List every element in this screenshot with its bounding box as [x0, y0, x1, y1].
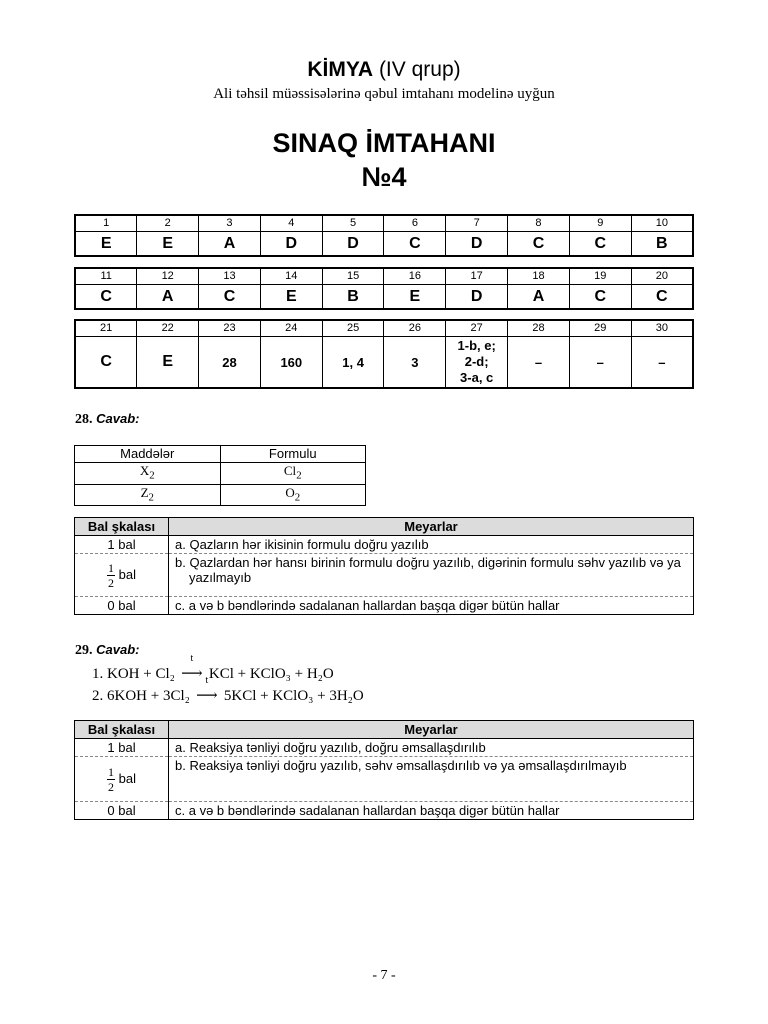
equation-2: 2. 6KOH + 3Cl₂ t ⟶ 5KCl + KClO₃ + 3H₂O — [92, 685, 364, 707]
subtitle: Ali təhsil müəssisələrinə qəbul imtahanı modelinə uyğun — [213, 86, 555, 102]
substances-table: Maddələr Formulu $X_2$ $Cl_2$ $Z_2$ $O_2$ — [74, 445, 366, 506]
page-header — [0, 58, 768, 103]
answer-key-table-2: 11 12 13 14 15 16 17 18 19 20 C A C E B E D A C C — [74, 267, 694, 310]
equation-1: 1. KOH + Cl₂ t ⟶ KCl + KClO₃ + H₂O — [92, 663, 364, 685]
fraction-half: $\frac{1}{2}$ — [108, 764, 114, 794]
answer-key-table-1: 1 2 3 4 5 6 7 8 9 10 E E A D D C D C C B — [74, 214, 694, 257]
question-29-label: 29. Cavab: — [75, 642, 140, 658]
exam-number: №4 — [361, 162, 407, 192]
answer-key-table-3: 21 22 23 24 25 26 27 28 29 30 C E 28 160 1, 4 3 1-b, e; 2-d; 3-a, c – – – — [74, 319, 694, 389]
criteria-table-28: Bal şkalası Meyarlar 1 bal a. Qazların hər ikisinin formulu doğru yazılıb $\frac{1}{2}$ bal b. Qazlardan hər hansı birinin formulu doğru yazılıb, digərinin formulu səhv yazılıb və ya yazılmayıb 0 bal c. a və b bəndlərində sadalanan hallardan başqa digər bütün hallar — [74, 517, 694, 615]
question-28-label: 28. Cavab: — [75, 411, 140, 427]
fraction-half: $\frac{1}{2}$ — [108, 560, 114, 590]
subject-title: KİMYA (IV qrup) — [307, 58, 461, 81]
arrow-icon: t ⟶ — [196, 675, 218, 704]
arrow-icon: t ⟶ — [181, 653, 203, 682]
criteria-table-29: Bal şkalası Meyarlar 1 bal a. Reaksiya tənliyi doğru yazılıb, doğru əmsallaşdırılıb $\frac{1}{2}$ bal b. Reaksiya tənliyi doğru yazılıb, səhv əmsallaşdırılıb və ya əmsallaşdırılmayıb 0 bal c. a və b bəndlərində sadalanan hallardan başqa digər bütün hallar — [74, 720, 694, 820]
reaction-equations — [92, 653, 364, 707]
page-number: - 7 - — [372, 968, 396, 983]
exam-title: SINAQ İMTAHANI №4 — [0, 126, 768, 194]
